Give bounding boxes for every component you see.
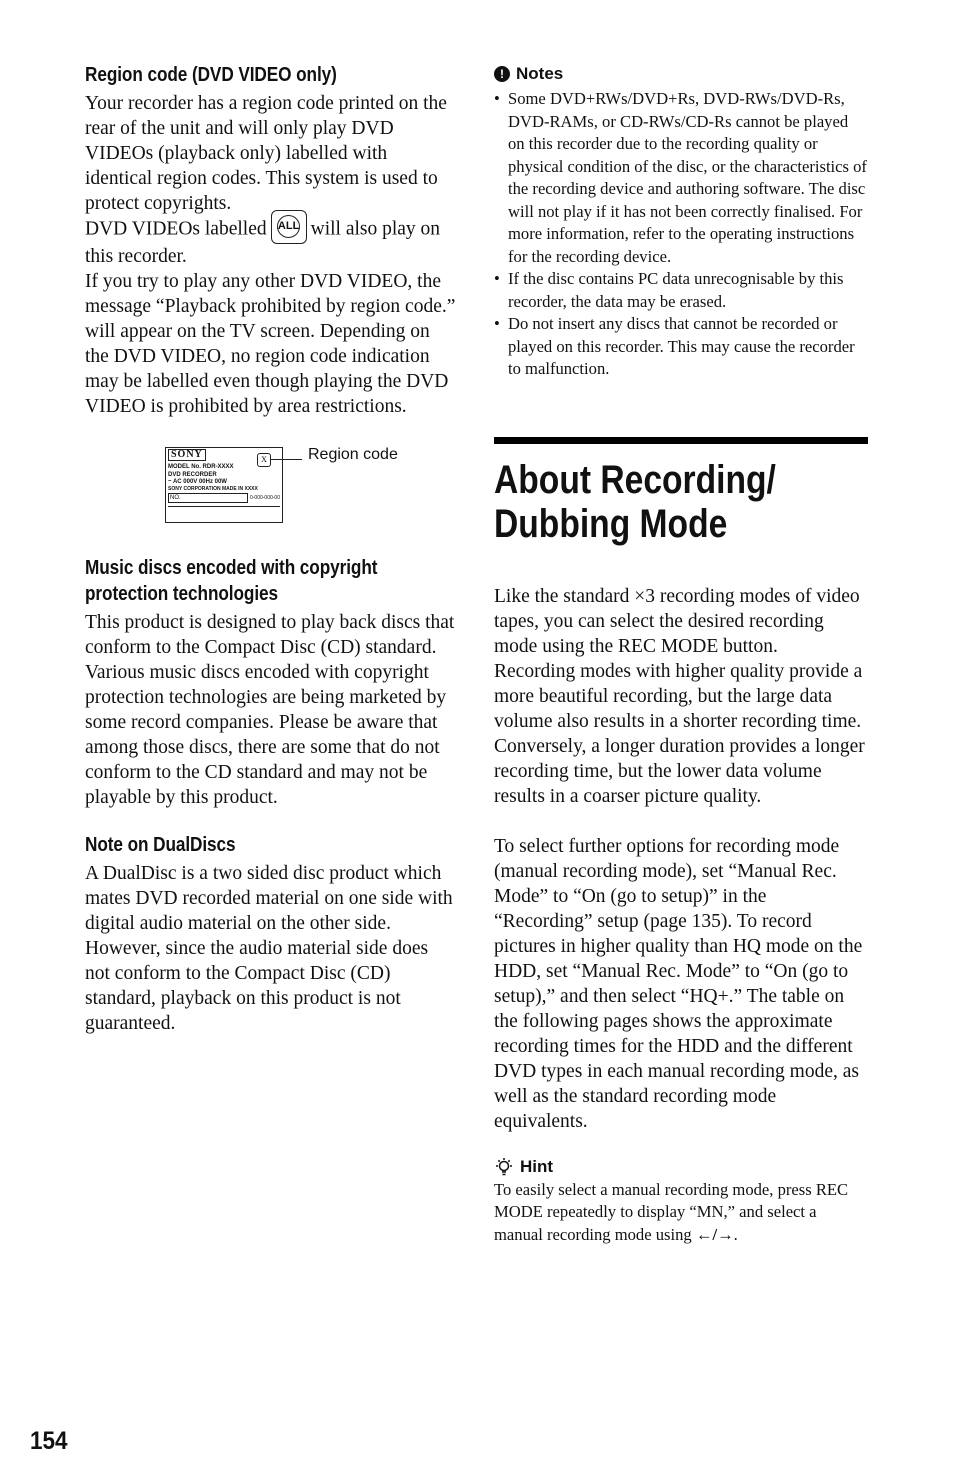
music-discs-paragraph-2: Various music discs encoded with copyright protection technologies are being marketed by some record companies. Please be aware that among those discs, there are some that do not conform to the CD standard and may not be playable by this product. (85, 662, 447, 808)
right-column (494, 62, 868, 1246)
region-code-paragraph-3: If you try to play any other DVD VIDEO, the message “Playback prohibited by region code.” will appear on the TV screen. Depending on the DVD VIDEO, no region code indication may be labelled even though playing the DVD VIDEO is prohibited by area restrictions. (85, 271, 456, 417)
dualdisc-paragraph-2: However, since the audio material side does not conform to the Compact Disc (CD) standard, playback on this product is not guaranteed. (85, 938, 429, 1034)
dualdisc-section (85, 832, 457, 1036)
notes-heading: Notes (516, 64, 564, 83)
all-region-logo-icon: ALL (271, 210, 307, 244)
type-line: DVD RECORDER (168, 472, 217, 478)
model-line: MODEL No. RDR-XXXX (168, 464, 234, 470)
corp-line: SONY CORPORATION MADE IN XXXX (168, 486, 258, 492)
region-code-paragraph-1: Your recorder has a region code printed on the rear of the unit and will only play DVD VIDEOs (playback only) labelled with identical region codes. This system is used to protect copyrights. (85, 93, 447, 214)
music-discs-heading: Music discs encoded with copyright protection technologies (85, 557, 378, 605)
region-code-section (85, 62, 457, 541)
recording-paragraph-2: Recording modes with higher quality provide a more beautiful recording, but the large data volume also results in a shorter recording time. (494, 660, 863, 732)
hint-section (494, 1155, 868, 1247)
hint-end: . (733, 1224, 738, 1244)
left-column (85, 62, 457, 1036)
notes-list (494, 88, 868, 381)
lightbulb-icon (494, 1157, 514, 1177)
sony-logo: SONY (168, 449, 206, 461)
hint-paragraph (494, 1179, 868, 1247)
recording-paragraph-1: Like the standard ×3 recording modes of video tapes, you can select the desired recording mode using the REC MODE button. (494, 585, 860, 657)
hint-header (494, 1155, 868, 1179)
dualdisc-paragraph-1: A DualDisc is a two sided disc product which mates DVD recorded material on one side with digital audio material on the other side. (85, 863, 453, 934)
note-item: • Do not insert any discs that cannot be recorded or played on this recorder. This may cause the recorder to malfunction. (494, 313, 868, 381)
notes-icon: ! (494, 66, 510, 82)
recording-paragraph-3: Conversely, a longer duration provides a longer recording time, but the lower data volume results in a coarser picture quality. (494, 735, 865, 807)
section-rule (494, 437, 868, 444)
section-title-line-2: Dubbing Mode (494, 501, 728, 546)
section-title-line-1: About Recording/ (494, 457, 776, 502)
region-code-figure (85, 441, 457, 541)
part-code: 0-000-000-00 (249, 495, 280, 501)
region-code-p2-before: DVD VIDEOs labelled (85, 218, 267, 240)
label-bottom-area (168, 506, 280, 521)
region-code-paragraph-2 (85, 216, 457, 269)
region-mark: X (257, 453, 271, 467)
section-title (494, 458, 871, 546)
serial-no-box: NO. (168, 493, 248, 503)
arrow-keys-icon: ←/→ (695, 1224, 734, 1244)
callout-leader-line (270, 459, 302, 460)
notes-section (494, 62, 868, 381)
note-item: • Some DVD+RWs/DVD+Rs, DVD-RWs/DVD-Rs, DVD-RAMs, or CD-RWs/CD-Rs cannot be played on this recorder due to the recording quality or physical condition of the disc, or the characteristics of the recording device and authoring software. The disc will not play if it has not been correctly finalised. For more information, refer to the operating instructions for the recording device. (494, 88, 868, 268)
power-line: ~ AC 000V 00Hz 00W (168, 479, 227, 485)
dualdisc-heading: Note on DualDiscs (85, 834, 236, 856)
region-code-p2-after: will also play on this recorder. (85, 218, 441, 267)
region-code-heading: Region code (DVD VIDEO only) (85, 64, 337, 86)
notes-header (494, 62, 868, 86)
hint-text: To easily select a manual recording mode, press REC MODE repeatedly to display “MN,” and select a manual recording mode using (494, 1179, 849, 1244)
music-discs-paragraph-1: This product is designed to play back discs that conform to the Compact Disc (CD) standard. (85, 612, 455, 658)
region-code-callout: Region code (308, 446, 398, 463)
recording-paragraph-4: To select further options for recording mode (manual recording mode), set “Manual Rec. Mode” to “On (go to setup)” in the “Recording” setup (page 135). To record pictures in higher quality than HQ mode on the HDD, set “Manual Rec. Mode” to “On (go to setup),” and then select “HQ+.” The table on the following pages shows the approximate recording times for the HDD and the different DVD types in each manual recording mode, as well as the standard recording mode equivalents. (494, 835, 863, 1132)
music-discs-section (85, 555, 457, 810)
recording-mode-body (494, 584, 868, 1134)
hint-heading: Hint (520, 1156, 554, 1176)
note-item: • If the disc contains PC data unrecognisable by this recorder, the data may be erased. (494, 268, 868, 313)
page-number: 154 (30, 1427, 68, 1455)
